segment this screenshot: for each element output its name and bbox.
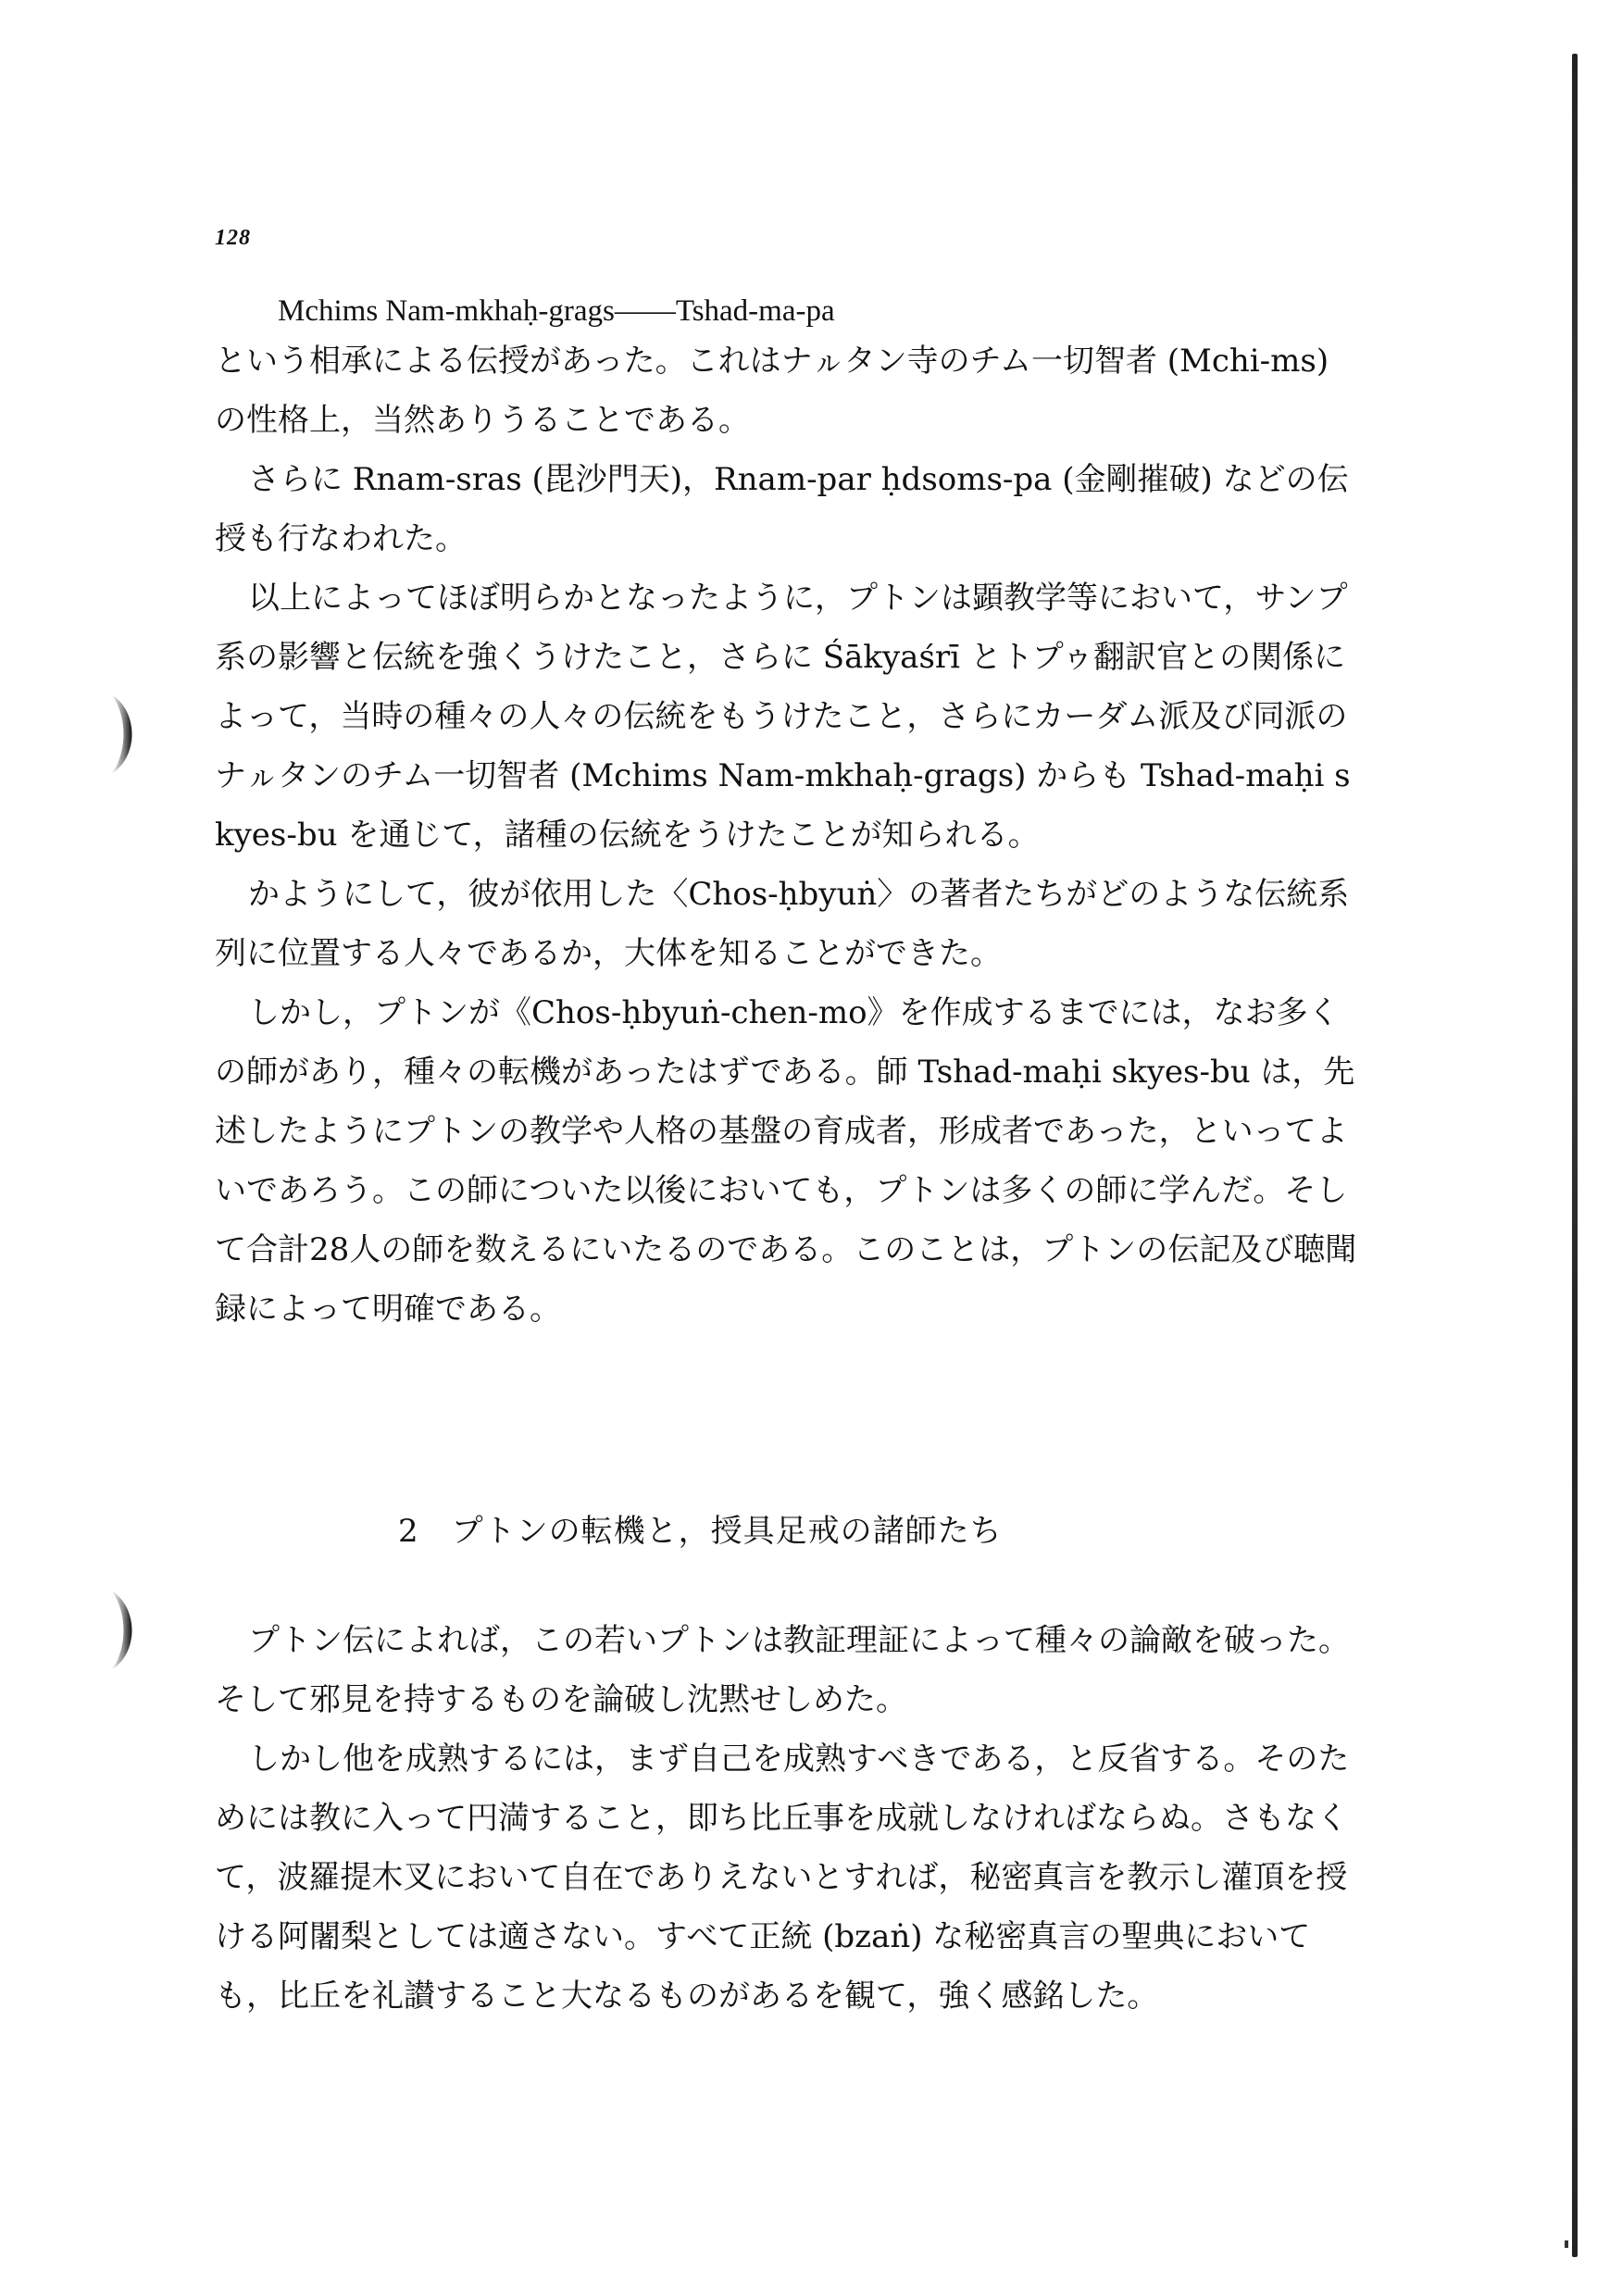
paragraph-3: 以上によってほぼ明らかとなったように，プトンは顕教学等において，サンプ系の影響と伝統を強くうけたこと，さらに Śākyaśrī とトプゥ翻訳官との関係によって，当時の種々の人々の伝統をもうけたこと，さらにカーダム派及び同派のナㇽタンのチム一切智者 (Mchims Nam-mkhaḥ-grags) からも Tshad-maḥi skyes-bu を通じて，諸種の伝統をうけたことが知られる。 (215, 580, 1351, 854)
paragraph-1: という相承による伝授があった。これはナㇽタン寺のチム一切智者 (Mchi-ms) の性格上，当然ありうることである。 (215, 343, 1329, 439)
page-number: 128 (215, 226, 251, 250)
paragraph-5: しかし，プトンが《Chos-ḥbyuṅ-chen-mo》を作成するまでには，なお多くの師があり，種々の転機があったはずである。師 Tshad-maḥi skyes-bu は，先述したようにプトンの教学や人格の基盤の育成者，形成者であった，といってよいであろう。この師についた以後においても，プトンは多くの師に学んだ。そして合計28人の師を数えるにいたるのである。このことは，プトンの伝記及び聴聞録によって明確である。 (215, 994, 1357, 1328)
paragraph-6: プトン伝によれば，この若いプトンは教証理証によって種々の論敵を破った。そして邪見を持するものを論破し沈黙せしめた。 (215, 1622, 1350, 1718)
page-edge-mark (1565, 2240, 1568, 2248)
body-text-section-1 (215, 331, 1363, 1339)
lineage-line: Mchims Nam-mkhaḥ-grags——Tshad-ma-pa (278, 294, 835, 328)
paragraph-4: かようにして，彼が依用した〈Chos-ḥbyuṅ〉の著者たちがどのような伝統系列に位置する人々であるか，大体を知ることができた。 (215, 876, 1350, 972)
page-edge-rule (1572, 54, 1578, 2257)
paragraph-2: さらに Rnam-sras (毘沙門天)，Rnam-par ḥdsoms-pa (金剛摧破) などの伝授も行なわれた。 (215, 461, 1349, 557)
binding-shadow-mark (107, 1589, 144, 1672)
paragraph-7: しかし他を成熟するには，まず自己を成熟すべきである，と反省する。そのためには教に入って円満すること，即ち比丘事を成就しなければならぬ。さもなくて，波羅提木叉において自在でありえないとすれば，秘密真言を教示し灌頂を授ける阿闍梨としては適さない。すべて正統 (bzaṅ) な秘密真言の聖典においても，比丘を礼讃すること大なるものがあるを観て，強く感銘した。 (215, 1741, 1350, 2015)
body-text-section-2 (215, 1611, 1363, 2026)
section-heading: 2 プトンの転機と，授具足戒の諸師たち (398, 1513, 1003, 1550)
binding-shadow-mark (107, 693, 144, 776)
